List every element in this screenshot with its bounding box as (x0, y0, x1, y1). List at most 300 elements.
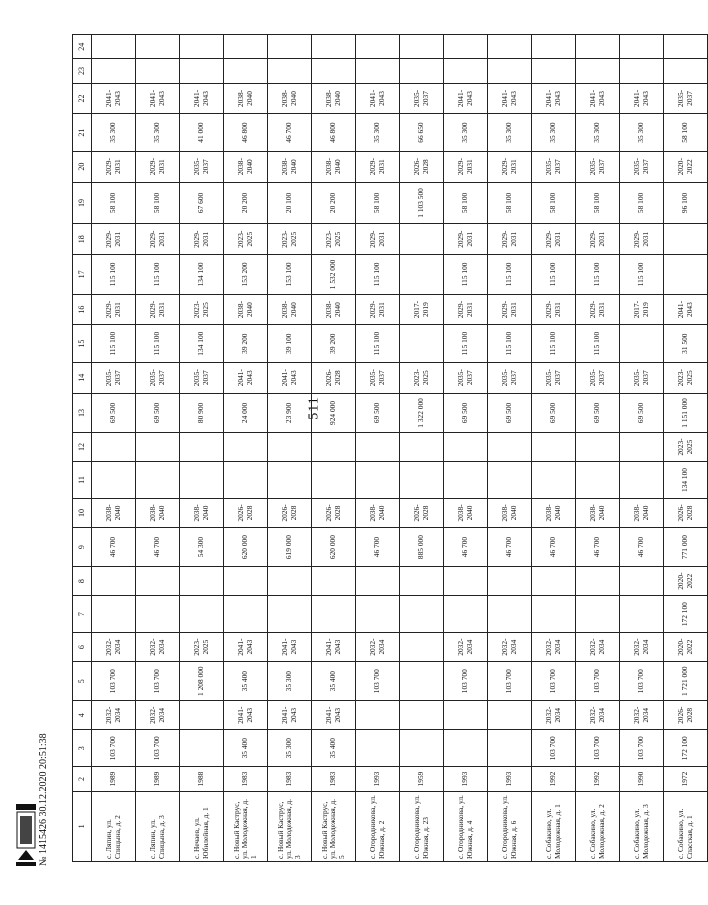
table-cell: 46 700 (488, 527, 532, 567)
table-cell: 35 300 (268, 730, 312, 767)
table-cell: 1972 (664, 767, 708, 791)
table-cell (444, 461, 488, 498)
column-header: 15 (73, 325, 92, 362)
table-cell (444, 433, 488, 462)
table-cell: 1989 (136, 767, 180, 791)
table-cell: 2020-2022 (664, 151, 708, 182)
column-header: 19 (73, 182, 92, 224)
table-cell: 2038-2040 (444, 499, 488, 528)
table-cell (180, 701, 224, 730)
table-cell: 103 700 (136, 730, 180, 767)
table-cell: 2023-2025 (664, 362, 708, 393)
table-cell: 35 400 (224, 661, 268, 701)
table-cell: 2023-2025 (664, 433, 708, 462)
document-registration-stamp: № 1415426 30.12.2020 20:51:38 (38, 733, 49, 866)
table-cell: 2023-2025 (268, 224, 312, 255)
table-cell: 2032-2034 (620, 633, 664, 662)
table-cell: 2035-2037 (444, 362, 488, 393)
table-cell: 103 700 (488, 661, 532, 701)
table-cell: 2032-2034 (136, 633, 180, 662)
table-cell: 103 700 (532, 730, 576, 767)
table-cell: 115 100 (620, 255, 664, 295)
table-cell: 172 100 (664, 730, 708, 767)
table-cell (224, 567, 268, 596)
table-cell (136, 433, 180, 462)
table-cell: 69 500 (532, 393, 576, 433)
table-cell (224, 35, 268, 59)
table-cell: 115 100 (136, 255, 180, 295)
table-cell: 2041-2043 (444, 83, 488, 114)
table-cell: 46 700 (576, 527, 620, 567)
table-cell (268, 35, 312, 59)
table-cell: 1 322 000 (400, 393, 444, 433)
table-row (268, 35, 312, 862)
column-header: 6 (73, 633, 92, 662)
table-cell: 69 500 (444, 393, 488, 433)
table-cell (576, 433, 620, 462)
table-cell (532, 595, 576, 632)
table-cell: 2038-2040 (356, 499, 400, 528)
table-cell: 2026-2028 (400, 499, 444, 528)
column-header: 12 (73, 433, 92, 462)
table-cell: 620 000 (312, 527, 356, 567)
table-cell: 2029-2031 (136, 151, 180, 182)
table-cell: 35 300 (356, 114, 400, 151)
table-cell (400, 224, 444, 255)
table-cell: 2038-2040 (312, 83, 356, 114)
column-header: 4 (73, 701, 92, 730)
table-cell: 2029-2031 (92, 224, 136, 255)
table-cell: 46 700 (136, 527, 180, 567)
address-cell: с. Новый Каструс, ул. Молодежная, д. 3 (268, 791, 312, 861)
table-cell: 115 100 (488, 255, 532, 295)
table-cell: 2026-2028 (224, 499, 268, 528)
table-cell (532, 35, 576, 59)
table-cell: 2035-2037 (532, 362, 576, 393)
table-cell: 39 200 (224, 325, 268, 362)
column-header: 3 (73, 730, 92, 767)
table-cell (444, 595, 488, 632)
table-cell: 2041-2043 (620, 83, 664, 114)
table-cell: 35 300 (576, 114, 620, 151)
table-cell: 2032-2034 (532, 701, 576, 730)
table-cell (664, 224, 708, 255)
table-row (444, 35, 488, 862)
table-cell: 1959 (400, 767, 444, 791)
table-row (180, 35, 224, 862)
table-cell: 115 100 (92, 255, 136, 295)
table-cell: 58 100 (136, 182, 180, 224)
table-cell: 35 300 (532, 114, 576, 151)
table-cell (620, 35, 664, 59)
table-cell (576, 567, 620, 596)
table-cell: 20 200 (312, 182, 356, 224)
table-cell (488, 595, 532, 632)
table-cell (92, 567, 136, 596)
table-cell: 2035-2037 (620, 362, 664, 393)
table-cell: 1983 (268, 767, 312, 791)
table-cell: 2029-2031 (356, 224, 400, 255)
table-row (224, 35, 268, 862)
table-cell: 1983 (312, 767, 356, 791)
table-cell (488, 59, 532, 83)
table-cell (92, 433, 136, 462)
table-cell: 41 000 (180, 114, 224, 151)
table-cell: 2041-2043 (224, 701, 268, 730)
table-cell: 115 100 (576, 325, 620, 362)
column-header: 13 (73, 393, 92, 433)
table-cell: 2041-2043 (268, 701, 312, 730)
table-cell (224, 595, 268, 632)
table-cell: 2041-2043 (268, 633, 312, 662)
table-cell: 66 650 (400, 114, 444, 151)
table-cell (356, 433, 400, 462)
table-cell: 2041-2043 (664, 294, 708, 325)
table-cell (92, 595, 136, 632)
table-cell: 134 100 (664, 461, 708, 498)
table-cell: 39 200 (312, 325, 356, 362)
table-cell (488, 35, 532, 59)
table-row (620, 35, 664, 862)
table-row (356, 35, 400, 862)
address-cell: с. Огородникова, ул. Южная, д. 23 (400, 791, 444, 861)
table-cell: 2035-2037 (620, 151, 664, 182)
table-cell (488, 701, 532, 730)
table-cell: 2029-2031 (620, 224, 664, 255)
table-cell: 2032-2034 (532, 633, 576, 662)
table-cell: 103 700 (136, 661, 180, 701)
table-cell: 172 100 (664, 595, 708, 632)
table-cell: 1 721 000 (664, 661, 708, 701)
table-cell: 58 100 (488, 182, 532, 224)
table-cell: 115 100 (356, 325, 400, 362)
table-cell (180, 59, 224, 83)
table-cell: 80 900 (180, 393, 224, 433)
table-cell: 2041-2043 (576, 83, 620, 114)
table-cell (444, 35, 488, 59)
table-cell: 2038-2040 (312, 294, 356, 325)
table-cell: 1 532 000 (312, 255, 356, 295)
table-cell: 2041-2043 (92, 83, 136, 114)
table-cell: 39 100 (268, 325, 312, 362)
table-cell: 35 300 (488, 114, 532, 151)
table-cell (400, 701, 444, 730)
table-cell (400, 325, 444, 362)
table-cell: 2041-2043 (312, 633, 356, 662)
address-cell: с. Огородникова, ул. Южная, д. 4 (444, 791, 488, 861)
table-cell: 58 100 (92, 182, 136, 224)
table-cell: 115 100 (444, 255, 488, 295)
column-header: 22 (73, 83, 92, 114)
table-cell: 2029-2031 (488, 151, 532, 182)
table-row (400, 35, 444, 862)
address-cell: с. Ляпин, ул. Спицына, д. 3 (136, 791, 180, 861)
table-cell (576, 461, 620, 498)
table-cell (312, 567, 356, 596)
table-cell: 115 100 (92, 325, 136, 362)
table-cell: 2041-2043 (136, 83, 180, 114)
table-cell: 1990 (620, 767, 664, 791)
table-cell: 2038-2040 (312, 151, 356, 182)
table-cell: 2029-2031 (576, 294, 620, 325)
table-cell: 20 100 (268, 182, 312, 224)
table-cell (664, 35, 708, 59)
table-cell (312, 433, 356, 462)
table-cell: 2038-2040 (180, 499, 224, 528)
table-body (92, 35, 708, 862)
table-cell: 2035-2037 (136, 362, 180, 393)
table-cell: 2026-2028 (312, 499, 356, 528)
table-cell: 103 700 (444, 661, 488, 701)
table-cell (136, 35, 180, 59)
table-cell (664, 255, 708, 295)
table-cell: 2029-2031 (532, 224, 576, 255)
table-cell: 69 500 (488, 393, 532, 433)
table-cell: 2038-2040 (620, 499, 664, 528)
column-header: 2 (73, 767, 92, 791)
table-cell: 31 500 (664, 325, 708, 362)
address-cell: с. Новый Каструс, ул. Молодежная, д. 5 (312, 791, 356, 861)
table-cell: 2032-2034 (488, 633, 532, 662)
table-cell: 2029-2031 (488, 294, 532, 325)
table-cell: 58 100 (444, 182, 488, 224)
table-cell (620, 567, 664, 596)
table-cell (92, 59, 136, 83)
column-header: 17 (73, 255, 92, 295)
table-cell (400, 567, 444, 596)
table-cell (488, 433, 532, 462)
table-cell (224, 433, 268, 462)
header-row (73, 35, 92, 862)
table-cell (180, 433, 224, 462)
table-cell: 2032-2034 (356, 633, 400, 662)
table-cell: 924 000 (312, 393, 356, 433)
table-cell (620, 59, 664, 83)
table-cell: 2029-2031 (532, 294, 576, 325)
table-cell: 1993 (488, 767, 532, 791)
table-cell (444, 701, 488, 730)
register-table (72, 34, 708, 862)
table-cell: 2035-2037 (356, 362, 400, 393)
table-cell (620, 433, 664, 462)
table-cell: 2038-2040 (576, 499, 620, 528)
address-cell: с. Собакино, ул. Молодежная, д. 2 (576, 791, 620, 861)
table-cell (180, 461, 224, 498)
table-cell (180, 567, 224, 596)
table-row (532, 35, 576, 862)
table-cell: 2020-2022 (664, 633, 708, 662)
table-cell (356, 701, 400, 730)
table-cell: 2029-2031 (576, 224, 620, 255)
table-cell: 2035-2037 (576, 362, 620, 393)
table-cell: 115 100 (356, 255, 400, 295)
table-cell (576, 595, 620, 632)
table-cell: 2026-2028 (400, 151, 444, 182)
table-cell (444, 59, 488, 83)
table-cell: 103 700 (620, 661, 664, 701)
table-cell (268, 567, 312, 596)
table-cell (180, 730, 224, 767)
table-cell (268, 433, 312, 462)
table-cell (400, 255, 444, 295)
table-cell: 2035-2037 (400, 83, 444, 114)
table-cell (400, 461, 444, 498)
table-cell: 1983 (224, 767, 268, 791)
table-cell: 2035-2037 (180, 362, 224, 393)
table-cell: 103 700 (356, 661, 400, 701)
column-header: 8 (73, 567, 92, 596)
table-cell (532, 59, 576, 83)
table-cell: 69 500 (620, 393, 664, 433)
column-header: 14 (73, 362, 92, 393)
table-cell (400, 730, 444, 767)
table-cell (444, 567, 488, 596)
table-cell: 1989 (92, 767, 136, 791)
table-cell: 1993 (356, 767, 400, 791)
table-cell (488, 730, 532, 767)
table-cell: 2017-2019 (400, 294, 444, 325)
address-cell: с. Новый Каструс, ул. Молодежная, д. 1 (224, 791, 268, 861)
table-cell: 2041-2043 (488, 83, 532, 114)
table-cell (312, 59, 356, 83)
table-cell: 2035-2037 (532, 151, 576, 182)
table-cell: 2020-2022 (664, 567, 708, 596)
table-cell: 35 400 (312, 661, 356, 701)
address-cell: с. Собакино, ул. Молодежная, д. 3 (620, 791, 664, 861)
table-row (312, 35, 356, 862)
address-cell: с. Ляпин, ул. Спицына, д. 2 (92, 791, 136, 861)
table-cell: 2032-2034 (620, 701, 664, 730)
table-cell: 2026-2028 (312, 362, 356, 393)
table-cell (224, 59, 268, 83)
table-cell (400, 433, 444, 462)
table-cell: 2032-2034 (92, 633, 136, 662)
table-cell: 103 700 (92, 730, 136, 767)
table-cell: 2035-2037 (576, 151, 620, 182)
table-cell: 2038-2040 (136, 499, 180, 528)
table-cell: 153 200 (224, 255, 268, 295)
address-cell: с. Нечаев, ул. Юбилейная, д. 1 (180, 791, 224, 861)
table-cell: 2023-2025 (312, 224, 356, 255)
table-cell (136, 59, 180, 83)
table-cell: 103 700 (92, 661, 136, 701)
table-cell: 2029-2031 (136, 224, 180, 255)
column-header: 24 (73, 35, 92, 59)
table-cell: 24 000 (224, 393, 268, 433)
page-number: 511 (306, 396, 322, 420)
table-cell: 2035-2037 (92, 362, 136, 393)
table-cell: 2029-2031 (136, 294, 180, 325)
table-cell: 134 100 (180, 325, 224, 362)
table-cell: 35 300 (136, 114, 180, 151)
table-cell: 2038-2040 (268, 83, 312, 114)
table-cell: 35 300 (92, 114, 136, 151)
column-header: 16 (73, 294, 92, 325)
table-cell: 54 300 (180, 527, 224, 567)
table-cell: 115 100 (576, 255, 620, 295)
column-header: 20 (73, 151, 92, 182)
table-cell: 46 700 (356, 527, 400, 567)
table-cell: 35 300 (444, 114, 488, 151)
table-cell: 35 400 (312, 730, 356, 767)
table-cell: 2032-2034 (136, 701, 180, 730)
table-cell (400, 595, 444, 632)
table-cell: 67 600 (180, 182, 224, 224)
table-cell (268, 461, 312, 498)
table-cell: 46 700 (92, 527, 136, 567)
table-cell: 2029-2031 (356, 294, 400, 325)
table-cell (444, 730, 488, 767)
table-cell: 46 700 (620, 527, 664, 567)
table-cell (180, 35, 224, 59)
table-cell (312, 595, 356, 632)
table-cell: 2041-2043 (268, 362, 312, 393)
register-table-wrapper (72, 34, 708, 862)
table-cell (92, 461, 136, 498)
table-cell: 2038-2040 (224, 294, 268, 325)
table-row (136, 35, 180, 862)
table-cell: 2032-2034 (444, 633, 488, 662)
table-cell: 2035-2037 (664, 83, 708, 114)
table-cell (400, 633, 444, 662)
table-cell (488, 461, 532, 498)
table-cell: 2038-2040 (268, 294, 312, 325)
table-cell: 2026-2028 (664, 499, 708, 528)
table-cell: 46 800 (312, 114, 356, 151)
table-cell: 1 103 500 (400, 182, 444, 224)
table-cell: 115 100 (136, 325, 180, 362)
address-cell: с. Огородникова, ул. Южная, д. 6 (488, 791, 532, 861)
table-row (488, 35, 532, 862)
table-cell (312, 35, 356, 59)
table-cell: 2029-2031 (92, 151, 136, 182)
table-cell (92, 35, 136, 59)
table-cell (180, 595, 224, 632)
table-cell: 2041-2043 (180, 83, 224, 114)
table-cell: 2032-2034 (92, 701, 136, 730)
column-header: 23 (73, 59, 92, 83)
table-cell: 1988 (180, 767, 224, 791)
table-cell: 58 100 (576, 182, 620, 224)
table-cell: 35 400 (224, 730, 268, 767)
table-cell (400, 661, 444, 701)
table-cell: 1 151 000 (664, 393, 708, 433)
table-cell: 2035-2037 (488, 362, 532, 393)
table-cell (356, 35, 400, 59)
table-cell: 96 100 (664, 182, 708, 224)
table-cell: 2026-2028 (664, 701, 708, 730)
column-header: 9 (73, 527, 92, 567)
table-cell: 69 500 (576, 393, 620, 433)
table-cell: 2023-2025 (180, 294, 224, 325)
table-cell (664, 59, 708, 83)
column-header: 5 (73, 661, 92, 701)
column-header: 7 (73, 595, 92, 632)
table-row (664, 35, 708, 862)
table-cell: 2035-2037 (180, 151, 224, 182)
address-cell: с. Огородникова, ул. Южная, д. 2 (356, 791, 400, 861)
table-cell: 46 800 (224, 114, 268, 151)
table-cell: 2017-2019 (620, 294, 664, 325)
table-cell: 58 100 (620, 182, 664, 224)
table-cell: 46 700 (268, 114, 312, 151)
table-cell (400, 59, 444, 83)
table-cell: 69 500 (92, 393, 136, 433)
table-cell: 23 900 (268, 393, 312, 433)
table-cell: 1 208 000 (180, 661, 224, 701)
table-cell: 69 500 (136, 393, 180, 433)
table-cell (356, 567, 400, 596)
